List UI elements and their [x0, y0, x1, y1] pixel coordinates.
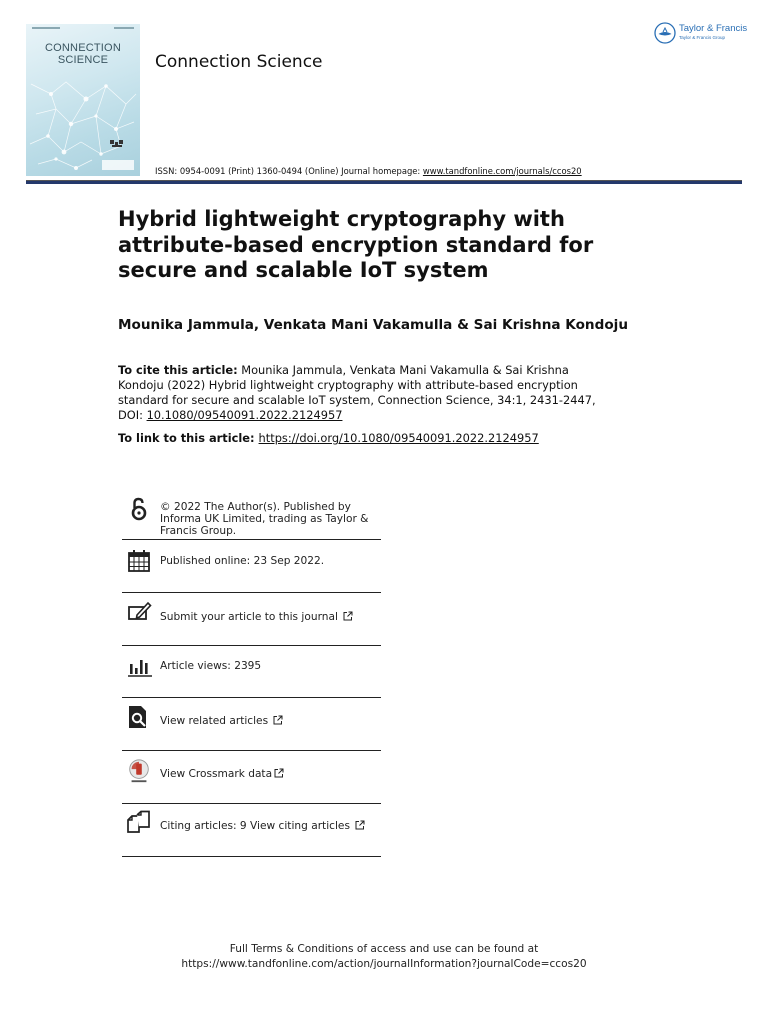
- crossmark-link[interactable]: [160, 768, 284, 780]
- cover-decoration: [32, 27, 134, 31]
- cite-doi-link[interactable]: 10.1080/09540091.2022.2124957: [146, 408, 343, 422]
- published-online-text: Published online: 23 Sep 2022.: [160, 555, 325, 567]
- terms-line: Full Terms & Conditions of access and use can be found at: [229, 943, 539, 955]
- citing-articles-label: Citing articles: 9 View citing articles: [160, 820, 350, 832]
- article-info-list: [122, 490, 381, 857]
- issn-text: ISSN: 0954-0091 (Print) 1360-0494 (Online) Journal homepage:: [155, 166, 423, 176]
- external-link-icon: [274, 768, 284, 778]
- cover-title-line2: SCIENCE: [57, 54, 109, 66]
- issn-line: [155, 166, 582, 176]
- related-articles-label: View related articles: [160, 715, 269, 727]
- copyright-text: © 2022 The Author(s). Published by Informa UK Limited, trading as Taylor & Francis Group.: [160, 501, 369, 537]
- open-access-icon: [126, 496, 152, 522]
- info-row-submit[interactable]: [122, 593, 381, 646]
- citing-articles-icon: [126, 810, 152, 836]
- submit-article-link[interactable]: [160, 611, 353, 623]
- publisher-logo-icon: [654, 22, 676, 44]
- journal-name: Connection Science: [155, 52, 323, 72]
- publisher-logo[interactable]: [654, 22, 747, 44]
- article-doi-link[interactable]: https://doi.org/10.1080/09540091.2022.2124957: [258, 431, 539, 445]
- article-authors: Mounika Jammula, Venkata Mani Vakamulla & Sai Krishna Kondoju: [118, 317, 628, 333]
- publisher-subtitle: Taylor & Francis Group: [679, 35, 726, 40]
- citation-block: [118, 363, 618, 423]
- cite-label: To cite this article:: [118, 363, 238, 377]
- submit-article-icon: [126, 599, 152, 625]
- cover-title: [26, 42, 140, 66]
- info-row-published: [122, 540, 381, 593]
- crossmark-icon: [126, 758, 152, 784]
- article-link-line: [118, 431, 539, 445]
- info-row-copyright: [122, 490, 381, 540]
- external-link-icon: [343, 611, 353, 621]
- info-row-views: [122, 646, 381, 698]
- article-views-text: Article views: 2395: [160, 660, 262, 672]
- crossmark-label: View Crossmark data: [160, 768, 273, 780]
- bar-chart-icon: [126, 652, 152, 678]
- cite-text: Mounika Jammula, Venkata Mani Vakamulla & Sai Krishna Kondoju (2022) Hybrid lightweight cryptography with attribute-based encryption standard for secure and scalable IoT system, Connection Science, 34:1, 2431-2447, DOI:: [118, 363, 596, 422]
- cover-title-line1: CONNECTION: [45, 42, 121, 54]
- info-row-related[interactable]: [122, 698, 381, 751]
- header-divider-thick: [26, 181, 742, 184]
- journal-homepage-link[interactable]: www.tandfonline.com/journals/ccos20: [422, 166, 582, 176]
- journal-cover-image: [26, 24, 140, 176]
- related-articles-link[interactable]: [160, 715, 283, 727]
- external-link-icon: [273, 715, 283, 725]
- info-row-citing[interactable]: [122, 804, 381, 857]
- link-label: To link to this article:: [118, 431, 255, 445]
- terms-url[interactable]: https://www.tandfonline.com/action/journalInformation?journalCode=ccos20: [181, 958, 587, 970]
- article-title: Hybrid lightweight cryptography with attribute-based encryption standard for secure and scalable IoT system: [118, 207, 594, 282]
- related-articles-icon: [126, 704, 152, 730]
- calendar-icon: [126, 548, 152, 574]
- submit-article-label: Submit your article to this journal: [160, 611, 338, 623]
- publisher-name: Taylor & Francis: [679, 23, 748, 34]
- terms-footer: [0, 942, 768, 972]
- citing-articles-link[interactable]: [160, 820, 365, 832]
- cover-network-art: [26, 64, 140, 176]
- info-row-crossmark[interactable]: [122, 751, 381, 804]
- external-link-icon: [355, 820, 365, 830]
